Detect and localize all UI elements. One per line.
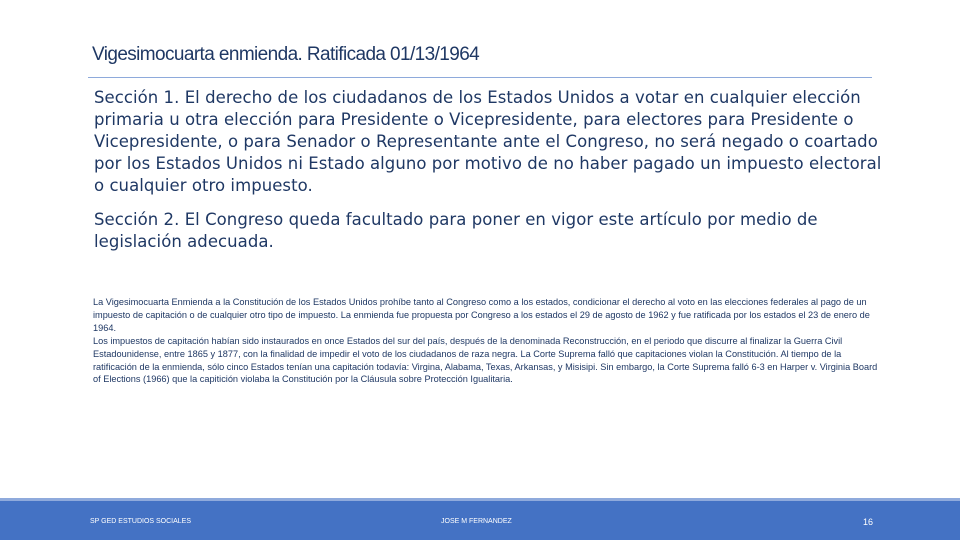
note-paragraph-2: Los impuestos de capitación habían sido instaurados en once Estados del sur del país, después de la denominada Reconstrucción, en el periodo que discurre al finalizar la Guerra Civil Estadounidense, entre 1865 y 1877, con la finalidad de impedir el voto de los ciudadanos de raza negra. La Corte Suprema falló que capitaciones violan la Constitución. Al tiempo de la ratificación de la enmienda, sólo cinco Estados tenían una capitación todavía: Virgina, Alabama, Texas, Arkansas, y Misisipi. Sin embargo, la Corte Suprema falló 6-3 en Harper v. Virginia Board of Elections (1966) que la capitición violaba la Constitución por la Cláusula sobre Protección Igualitaria. (93, 335, 878, 385)
explanatory-note (93, 296, 883, 386)
slide-title: Vigesimocuarta enmienda. Ratificada 01/13/1964 (92, 44, 480, 65)
section-2-text: Sección 2. El Congreso queda facultado para poner en vigor este artículo por medio de legislación adecuada. (94, 210, 818, 251)
footer-accent-line (0, 498, 960, 501)
page-number: 16 (863, 517, 874, 527)
section-1-text: Sección 1. El derecho de los ciudadanos de los Estados Unidos a votar en cualquier elección primaria u otra elección para Presidente o Vicepresidente, para electores para Presidente o Vicepresidente, o para Senador o Representante ante el Congreso, no será negado o coartado por los Estados Unidos ni Estado alguno por motivo de no haber pagado un impuesto electoral o cualquier otro impuesto. (94, 88, 882, 195)
title-divider (88, 77, 872, 78)
note-paragraph-1: La Vigesimocuarta Enmienda a la Constitución de los Estados Unidos prohíbe tanto al Congreso como a los estados, condicionar el derecho al voto en las elecciones federales al pago de un impuesto de capitación o de cualquier otro tipo de impuesto. La enmienda fue propuesta por Congreso a los estados el 29 de agosto de 1962 y fue ratificada por los estados el 23 de enero de 1964. (93, 297, 870, 333)
footer-course-label: SP GED ESTUDIOS SOCIALES (90, 518, 192, 525)
footer-author-label: JOSE M FERNANDEZ (441, 518, 512, 525)
